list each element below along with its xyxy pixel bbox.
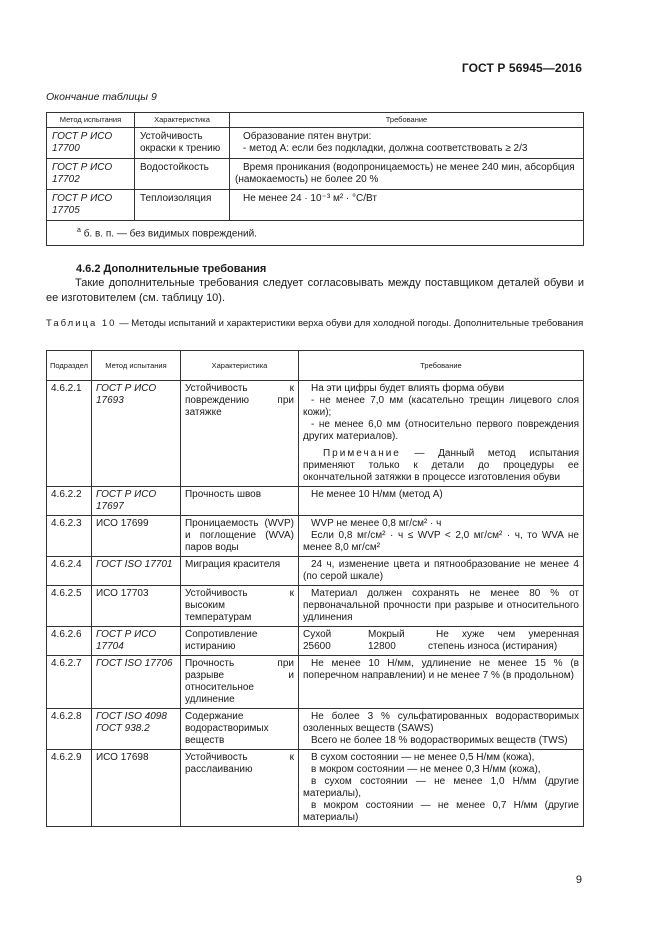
footnote-cell: [47, 221, 584, 246]
requirement-line: Не менее 24 · 10⁻³ м² · °С/Вт: [243, 193, 377, 204]
characteristic-cell: Прочность при разрыве и относительное удлинение: [180, 656, 298, 709]
dry-group: [303, 629, 368, 653]
requirement-line: WVP не менее 0,8 мг/см² · ч: [310, 518, 442, 529]
requirement-cell: [298, 656, 583, 709]
dry-value: 25600: [302, 641, 331, 652]
characteristic-cell: Устойчивость к высоким температурам: [180, 586, 298, 627]
method-cell: ГОСТ Р ИСО 17705: [47, 190, 135, 221]
subsection-cell: 4.6.2.6: [47, 627, 92, 656]
requirement-cell: [298, 487, 583, 516]
wet-value: 12800: [367, 641, 396, 652]
requirement-line: Если 0,8 мг/см² · ч ≤ WVP < 2,0 мг/см² · ч, то WVA не менее 8,0 мг/см²: [302, 530, 579, 553]
table-row: [47, 627, 584, 656]
requirement-cell: [298, 627, 583, 656]
wet-label: Мокрый: [367, 629, 405, 640]
method-cell: ГОСТ Р ИСО 17693: [91, 381, 180, 487]
method-cell: ИСО 17698: [91, 750, 180, 827]
method-cell: ГОСТ ISO 17701: [91, 557, 180, 586]
subsection-cell: 4.6.2.9: [47, 750, 92, 827]
requirement-line: - не менее 7,0 мм (касательно трещин лицевого слоя кожи);: [302, 395, 579, 418]
requirement-line: в мокром состоянии — не менее 0,3 Н/мм (кожа),: [310, 764, 541, 775]
table10-caption-label: Таблица 10: [46, 318, 117, 329]
method-cell: ГОСТ ISO 17706: [91, 656, 180, 709]
characteristic-cell: Проницаемость (WVP) и поглощение (WVA) паров воды: [180, 516, 298, 557]
method-cell: ИСО 17699: [91, 516, 180, 557]
subsection-cell: 4.6.2.1: [47, 381, 92, 487]
characteristic-cell: Миграция красителя: [180, 557, 298, 586]
method-cell: ИСО 17703: [91, 586, 180, 627]
footnote-row: [47, 221, 584, 246]
section-paragraph: Такие дополнительные требования следует согласовывать между поставщиком деталей обуви и ее изготовителем (см. таблицу 10).: [46, 277, 584, 304]
requirement-cell: [298, 586, 583, 627]
requirement-line: Образование пятен внутри:: [243, 131, 372, 142]
table-row: [47, 516, 584, 557]
footnote-text: б. в. п. — без видимых повреждений.: [83, 228, 257, 240]
requirement-cell: [230, 159, 584, 190]
requirement-line: На эти цифры будет влиять форма обуви: [310, 383, 505, 394]
table-row: [47, 381, 584, 487]
table-header-row: [47, 113, 584, 128]
requirement-line: Материал должен сохранять не менее 80 % от первоначальной прочности при разрыве и относительного удлинения: [302, 588, 579, 623]
note-label: Примечание: [322, 448, 401, 459]
column-header: Характеристика: [180, 351, 298, 381]
requirement-cell: [298, 516, 583, 557]
requirement-cell: [298, 381, 583, 487]
requirement-line: - не менее 6,0 мм (относительно первого повреждения других материалов).: [302, 419, 579, 442]
table-9: [46, 112, 584, 246]
subsection-cell: 4.6.2.2: [47, 487, 92, 516]
method-cell: ГОСТ Р ИСО 17700: [47, 128, 135, 159]
requirement-line: в сухом состоянии — не менее 1,0 Н/мм (другие материалы),: [302, 776, 579, 799]
wet-group: [368, 629, 428, 653]
table-row: [47, 656, 584, 709]
note-text: — Данный метод испытания применяют только к детали до процедуры ее окончательной затяжки в процессе изготовления обуви: [302, 448, 579, 483]
requirement-cell: [230, 128, 584, 159]
column-header: Метод испытания: [47, 113, 135, 128]
requirement-line: Всего не более 18 % водорастворимых веществ (TWS): [310, 735, 568, 746]
requirement-cell: [298, 709, 583, 750]
subsection-cell: 4.6.2.7: [47, 656, 92, 709]
method-cell: ГОСТ ISO 4098 ГОСТ 938.2: [91, 709, 180, 750]
requirement-cell: [298, 557, 583, 586]
requirement-cell: [298, 750, 583, 827]
column-header: Требование: [230, 113, 584, 128]
requirement-line: - метод А: если без подкладки, должна соответствовать ≥ 2/3: [243, 143, 528, 154]
table-10: [46, 350, 584, 827]
requirement-line: Не более 3 % сульфатированных водорастворимых озоленных веществ (SAWS): [302, 711, 579, 734]
requirement-note: [303, 448, 579, 484]
requirement-line: 24 ч, изменение цвета и пятнообразование не менее 4 (по серой шкале): [302, 559, 579, 582]
table-row: [47, 487, 584, 516]
subsection-cell: 4.6.2.8: [47, 709, 92, 750]
requirement-line: в мокром состоянии — не менее 0,7 Н/мм (другие материалы): [302, 800, 579, 823]
requirement-line: Не менее 10 Н/мм (метод А): [310, 489, 443, 500]
characteristic-cell: Водостойкость: [135, 159, 230, 190]
method-cell: ГОСТ Р ИСО 17704: [91, 627, 180, 656]
page-number: 9: [575, 874, 582, 886]
characteristic-cell: Устойчивость к расслаиванию: [180, 750, 298, 827]
section-title: 4.6.2 Дополнительные требования: [76, 263, 267, 275]
method-cell: ГОСТ Р ИСО 17702: [47, 159, 135, 190]
table-header-row: [47, 351, 584, 381]
requirement-line: В сухом состоянии — не менее 0,5 Н/мм (кожа),: [310, 752, 535, 763]
footnote-mark: а: [77, 227, 81, 234]
characteristic-cell: Устойчивость окраски к трению: [135, 128, 230, 159]
column-header: Подраздел: [47, 351, 92, 381]
table-row: [47, 190, 584, 221]
subsection-cell: 4.6.2.5: [47, 586, 92, 627]
subsection-cell: 4.6.2.4: [47, 557, 92, 586]
requirement-line: Время проникания (водопроницаемость) не менее 240 мин, абсорбция (намокаемость) не более 20 %: [235, 162, 575, 185]
method-cell: ГОСТ Р ИСО 17697: [91, 487, 180, 516]
table-row: [47, 709, 584, 750]
column-header: Характеристика: [135, 113, 230, 128]
requirement-line: Не менее 10 Н/мм, удлинение не менее 15 % (в поперечном направлении) и не менее 7 % (в продольном): [302, 658, 579, 681]
table10-caption: [46, 318, 584, 330]
characteristic-cell: Прочность швов: [180, 487, 298, 516]
characteristic-cell: Устойчивость к повреждению при затяжке: [180, 381, 298, 487]
table-row: [47, 586, 584, 627]
table9-caption: Окончание таблицы 9: [46, 91, 157, 103]
characteristic-cell: Теплоизоляция: [135, 190, 230, 221]
requirement-line: Не хуже чем умеренная степень износа (истирания): [427, 629, 579, 652]
table10-caption-text: — Методы испытаний и характеристики верха обуви для холодной погоды. Дополнительные требования: [116, 318, 584, 329]
table-row: [47, 750, 584, 827]
requirement-cell: [230, 190, 584, 221]
table-row: [47, 159, 584, 190]
characteristic-cell: Сопротивление истиранию: [180, 627, 298, 656]
characteristic-cell: Содержание водорастворимых веществ: [180, 709, 298, 750]
table-row: [47, 128, 584, 159]
subsection-cell: 4.6.2.3: [47, 516, 92, 557]
column-header: Метод испытания: [91, 351, 180, 381]
table-row: [47, 557, 584, 586]
dry-label: Сухой: [302, 629, 332, 640]
column-header: Требование: [298, 351, 583, 381]
standard-header: ГОСТ Р 56945—2016: [461, 61, 582, 75]
